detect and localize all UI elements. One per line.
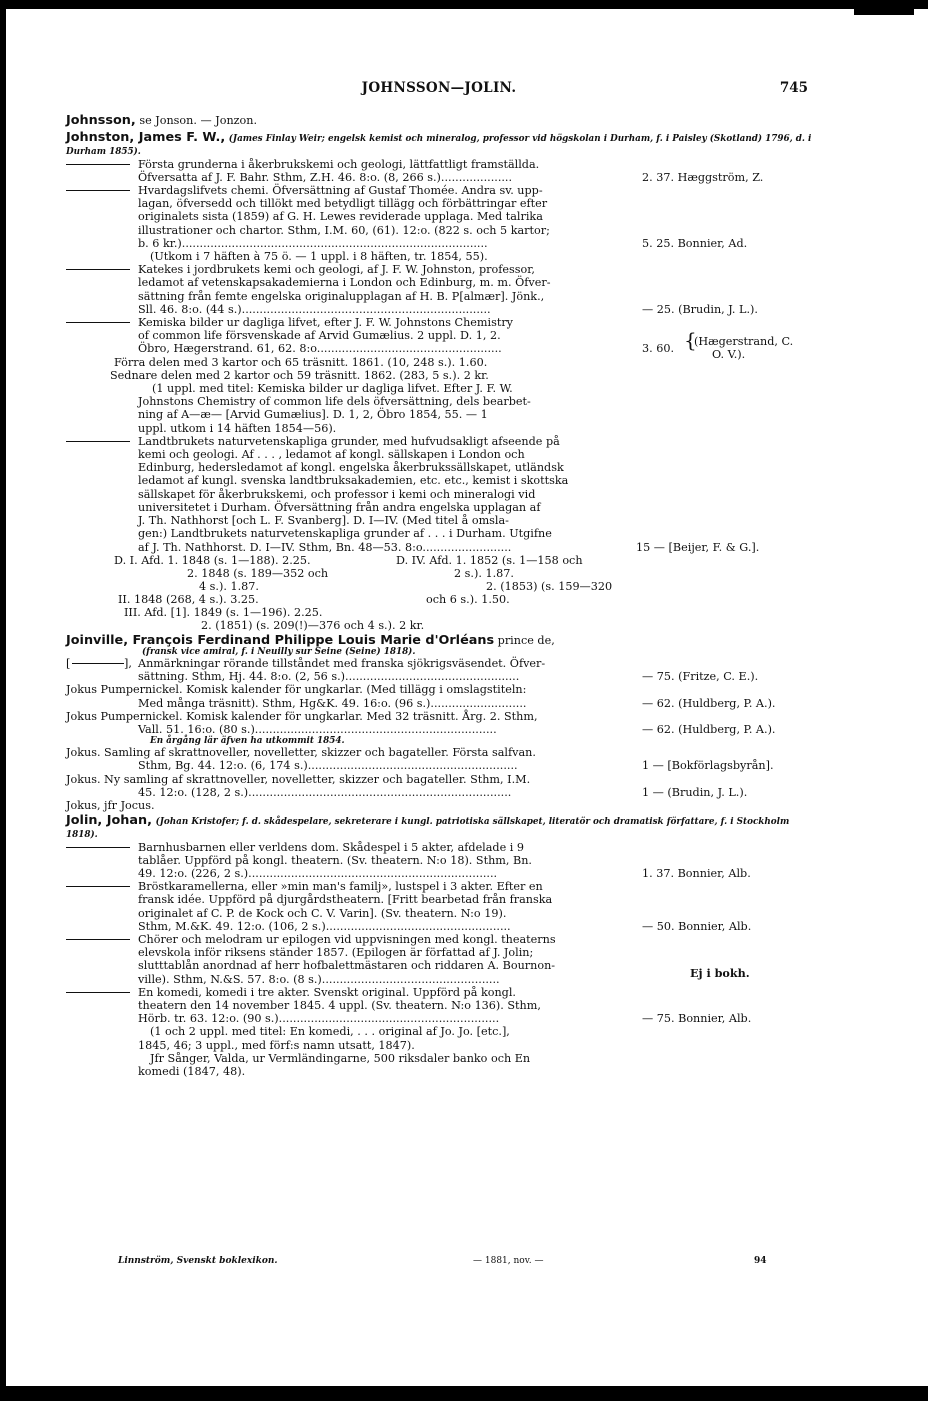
- price-publisher: 15 — [Beijer, F. & G.].: [636, 540, 760, 554]
- volume-line: 2. (1851) (s. 209(!)—376 och 4 s.). 2 kr.: [201, 618, 425, 632]
- work-line: Katekes i jordbrukets kemi och geologi, af J. F. W. Johnston, professor,: [138, 263, 535, 277]
- ditto-dash: [66, 441, 130, 442]
- price-publisher: — 62. (Huldberg, P. A.).: [642, 722, 776, 736]
- work-line: ledamot af vetenskapsakademierna i London och Edinburg, m. m. Öfver-: [138, 276, 551, 290]
- scan-border-corner: [854, 9, 914, 15]
- entry-joinville: [66, 634, 812, 647]
- entry-johnsson: [66, 114, 812, 127]
- scan-border-bottom: [0, 1386, 928, 1401]
- price: 3. 60.: [642, 342, 675, 356]
- volume-line: 4 s.). 1.87.: [199, 579, 259, 593]
- work-line: tablåer. Uppförd på kongl. theatern. (Sv. theatern. N:o 18). Sthm, Bn.: [138, 853, 532, 867]
- entry-jokus-pumpernickel-2: [66, 710, 812, 746]
- ditto-dash: [66, 322, 130, 323]
- work-line: Sthm, Bg. 44. 12:o. (6, 174 s.)...........................................................: [138, 759, 518, 773]
- page-number: 745: [779, 80, 808, 96]
- work-note: uppl. utkom i 14 häften 1854—56).: [138, 421, 337, 435]
- work-note: (1 och 2 uppl. med titel: En komedi, . . . original af Jo. Jo. [etc.],: [150, 1025, 510, 1039]
- price-publisher: — 25. (Brudin, J. L.).: [642, 302, 758, 316]
- volume-line: 2 s.). 1.87.: [454, 566, 514, 580]
- work-line: Hvardagslifvets chemi. Öfversättning af Gustaf Thomée. Andra sv. upp-: [138, 184, 543, 198]
- ditto-dash: [66, 886, 130, 887]
- work-line: Jokus. Ny samling af skrattnoveller, novelletter, skizzer och bagateller. Sthm, I.M.: [66, 772, 531, 786]
- work-line: Anmärkningar rörande tillståndet med franska sjökrigsväsendet. Öfver-: [138, 656, 546, 670]
- ditto-dash: [66, 992, 130, 993]
- work-line: af J. Th. Nathhorst. D. I—IV. Sthm, Bn. 48—53. 8:o.........................: [138, 540, 512, 554]
- ditto-dash: [72, 663, 124, 664]
- work-line: illustrationer och chartor. Sthm, I.M. 60, (61). 12:o. (822 s. och 5 kartor;: [138, 223, 550, 237]
- ditto-dash: [66, 847, 130, 848]
- work-line: of common life försvenskade af Arvid Gumælius. 2 uppl. D. 1, 2.: [138, 329, 501, 343]
- work-note: (1 uppl. med titel: Kemiska bilder ur dagliga lifvet. Efter J. F. W.: [152, 382, 513, 396]
- work-line: 45. 12:o. (128, 2 s.)..........................................................................: [138, 785, 512, 799]
- work-line: originalets sista (1859) af G. H. Lewes reviderade upplaga. Med talrika: [138, 210, 543, 224]
- work-line: Hörb. tr. 63. 12:o. (90 s.)..............................................................: [138, 1012, 500, 1026]
- page-header: [66, 80, 812, 98]
- work-line: En komedi, komedi i tre akter. Svenskt original. Uppförd på kongl.: [138, 985, 516, 999]
- work-line: Bröstkaramellerna, eller »min man's familj», lustspel i 3 akter. Efter en: [138, 880, 543, 894]
- work-line: Sll. 46. 8:o. (44 s.)......................................................................: [138, 302, 491, 316]
- work-line: theatern den 14 november 1845. 4 uppl. (Sv. theatern. N:o 136). Sthm,: [138, 998, 541, 1012]
- price-publisher: 1 — [Bokförlagsbyrån].: [642, 759, 774, 773]
- ditto-dash: [66, 939, 130, 940]
- work-line: b. 6 kr.)......................................................................................: [138, 236, 488, 250]
- work-line: Chörer och melodram ur epilogen vid uppvisningen med kongl. theaterns: [138, 932, 556, 946]
- entry-title-tail: prince de,: [497, 633, 555, 647]
- ditto-dash: [66, 164, 130, 165]
- entry-text: se Jonson. — Jonzon.: [139, 114, 258, 127]
- entry-jokus-pumpernickel-1: [66, 683, 812, 709]
- work-line: Jokus Pumpernickel. Komisk kalender för ungkarlar. Med 32 träsnitt. Årg. 2. Sthm,: [66, 709, 538, 723]
- work-note: Johnstons Chemistry of common life dels öfversättning, dels bearbet-: [138, 395, 531, 409]
- work-line: Kemiska bilder ur dagliga lifvet, efter J. F. W. Johnstons Chemistry: [138, 316, 513, 330]
- work-johnston-2: [66, 184, 812, 263]
- availability: Ej i bokh.: [690, 965, 750, 980]
- brace: {: [684, 328, 697, 353]
- work-line: 49. 12:o. (226, 2 s.)......................................................................: [138, 866, 498, 880]
- footer-sheet-number: 94: [754, 1256, 767, 1266]
- work-line: Edinburg, hedersledamot af kongl. engelska åkerbrukssällskapet, utländsk: [138, 461, 564, 475]
- work-note: ning af A—æ— [Arvid Gumælius]. D. 1, 2, Öbro 1854, 55. — 1: [138, 408, 488, 422]
- entry-jokus-ny-samling: [66, 773, 812, 799]
- work-line: slutttablån anordnad af herr hofbalettmästaren och riddaren A. Bournon-: [138, 959, 556, 973]
- work-note: komedi (1847, 48).: [138, 1065, 246, 1078]
- entry-headword: Jolin, Johan,: [66, 813, 153, 829]
- scan-border-top: [0, 0, 928, 9]
- entry-johnston: [66, 131, 812, 157]
- price-publisher: 5. 25. Bonnier, Ad.: [642, 236, 748, 250]
- work-line: Första grunderna i åkerbrukskemi och geologi, lättfattligt framställda.: [138, 157, 540, 171]
- work-line: Öfversatta af J. F. Bahr. Sthm, Z.H. 46. 8:o. (8, 266 s.)....................: [138, 170, 513, 184]
- work-joinville-1: [66, 657, 812, 683]
- work-jolin-4: [66, 986, 812, 1078]
- ditto-dash: [66, 190, 130, 191]
- work-line: J. Th. Nathhorst [och L. F. Svanberg]. D. I—IV. (Med titel å omsla-: [138, 514, 509, 528]
- work-note: Sednare delen med 2 kartor och 59 träsnitt. 1862. (283, 5 s.). 2 kr.: [110, 368, 489, 382]
- publisher-line-1: (Hægerstrand, C.: [694, 335, 794, 349]
- volume-line: 2. 1848 (s. 189—352 och: [187, 566, 329, 580]
- volume-line: och 6 s.). 1.50.: [426, 592, 510, 606]
- work-line: sällskapet för åkerbrukskemi, och professor i kemi och mineralogi vid: [138, 487, 536, 501]
- price-publisher: — 50. Bonnier, Alb.: [642, 919, 752, 933]
- work-line: kemi och geologi. Af . . . , ledamot af kongl. sällskapen i London och: [138, 448, 525, 462]
- bracket-open: [: [66, 656, 71, 670]
- price-publisher: 1 — (Brudin, J. L.).: [642, 785, 748, 799]
- page-body: [66, 114, 812, 1078]
- entry-jokus-xref: Jokus, jfr Jocus.: [66, 798, 155, 812]
- work-jolin-3: [66, 933, 812, 986]
- entry-headword: Joinville, François Ferdinand Philippe Louis Marie d'Orléans: [66, 632, 495, 648]
- entry-bio: (fransk vice amiral, f. i Neuilly sur Seine (Seine) 1818).: [142, 646, 416, 657]
- footer-source: Linnström, Svenskt boklexikon.: [118, 1256, 278, 1266]
- work-line: Barnhusbarnen eller verldens dom. Skådespel i 5 akter, afdelade i 9: [138, 840, 525, 854]
- publisher-line-2: O. V.).: [712, 348, 746, 362]
- work-johnston-5: [66, 435, 812, 554]
- work-note: En årgång lär äfven ha utkommit 1854.: [150, 736, 345, 747]
- price-publisher: 1. 37. Bonnier, Alb.: [642, 866, 751, 880]
- price-publisher: — 62. (Huldberg, P. A.).: [642, 696, 776, 710]
- price-publisher: 2. 37. Hæggström, Z.: [642, 170, 764, 184]
- volume-line: III. Afd. [1]. 1849 (s. 1—196). 2.25.: [124, 605, 323, 619]
- price-publisher: — 75. (Fritze, C. E.).: [642, 670, 759, 684]
- work-note: 1845, 46; 3 uppl., med förf:s namn utsatt, 1847).: [138, 1038, 415, 1052]
- work-line: Med många träsnitt). Sthm, Hg&K. 49. 16:o. (96 s.)...........................: [138, 696, 527, 710]
- ditto-dash: [66, 269, 130, 270]
- entry-bio: (James Finlay Weir; engelsk kemist och mineralog, professor vid högskolan i Durham, f. i Paisley (Skotland) 1796, d. i Durham 1855).: [66, 134, 812, 158]
- work-line: fransk idée. Uppförd på djurgårdstheatern. [Fritt bearbetad från franska: [138, 893, 553, 907]
- work-jolin-2: [66, 880, 812, 933]
- work-line: sättning. Sthm, Hj. 44. 8:o. (2, 56 s.).................................................: [138, 670, 520, 684]
- work-line: Jokus. Samling af skrattnoveller, novelletter, skizzer och bagateller. Första salfvan.: [66, 746, 536, 760]
- price-publisher: — 75. Bonnier, Alb.: [642, 1012, 752, 1026]
- work-line: universitetet i Durham. Öfversättning från andra engelska upplagan af: [138, 500, 541, 514]
- work-line: Vall. 51. 16:o. (80 s.)....................................................................: [138, 722, 497, 736]
- work-line: Jokus Pumpernickel. Komisk kalender för ungkarlar. (Med tillägg i omslagstiteln:: [66, 683, 527, 697]
- work-line: sättning från femte engelska originalupplagan af H. B. P[almær]. Jönk.,: [138, 289, 545, 303]
- volume-line: D. IV. Afd. 1. 1852 (s. 1—158 och: [396, 553, 583, 567]
- volume-line: D. I. Afd. 1. 1848 (s. 1—188). 2.25.: [114, 553, 311, 567]
- work-line: ville). Sthm, N.&S. 57. 8:o. (8 s.)..................................................: [138, 972, 500, 986]
- running-title: JOHNSSON—JOLIN.: [361, 80, 517, 96]
- scan-border-left: [0, 0, 6, 1401]
- entry-jolin: [66, 814, 812, 840]
- work-line: Öbro, Hægerstrand. 61, 62. 8:o....................................................: [138, 342, 502, 356]
- work-line: gen:) Landtbrukets naturvetenskapliga grunder af . . . i Durham. Utgifne: [138, 527, 552, 541]
- work-line: Landtbrukets naturvetenskapliga grunder, med hufvudsakligt afseende på: [138, 434, 560, 448]
- entry-jokus-samling: [66, 746, 812, 772]
- volume-line: 2. (1853) (s. 159—320: [486, 579, 613, 593]
- work-note: Förra delen med 3 kartor och 65 träsnitt. 1861. (10, 248 s.). 1.60.: [114, 355, 488, 369]
- entry-headword: Johnsson,: [66, 113, 136, 128]
- bracket-close: ],: [124, 656, 132, 670]
- work-johnston-3: [66, 263, 812, 316]
- footer-date: — 1881, nov. —: [473, 1256, 544, 1266]
- work-line: originalet af C. P. de Kock och C. V. Varin]. (Sv. theatern. N:o 19).: [138, 906, 507, 920]
- work-jolin-1: [66, 841, 812, 881]
- work-line: Sthm, M.&K. 49. 12:o. (106, 2 s.)....................................................: [138, 919, 511, 933]
- work-line: elevskola inför riksens ständer 1857. (Epilogen är författad af J. Jolin;: [138, 946, 534, 960]
- work-line: ledamot af kungl. svenska landtbruksakademien, etc. etc., kemist i skottska: [138, 474, 569, 488]
- volume-line: II. 1848 (268, 4 s.). 3.25.: [118, 592, 259, 606]
- work-line: lagan, öfversedd och tillökt med betydligt tillägg och förbättringar efter: [138, 197, 548, 211]
- work-note: Jfr Sånger, Valda, ur Vermländingarne, 500 riksdaler banko och En: [150, 1051, 531, 1065]
- entry-bio: (Johan Kristofer; f. d. skådespelare, sekreterare i kungl. patriotiska sällskapet, literatör och dramatisk författare, f. i Stockholm 1818).: [66, 817, 790, 841]
- work-note: (Utkom i 7 häften à 75 ö. — 1 uppl. i 8 häften, tr. 1854, 55).: [150, 250, 488, 264]
- entry-headword: Johnston, James F. W.,: [66, 130, 226, 146]
- work-johnston-1: [66, 158, 812, 184]
